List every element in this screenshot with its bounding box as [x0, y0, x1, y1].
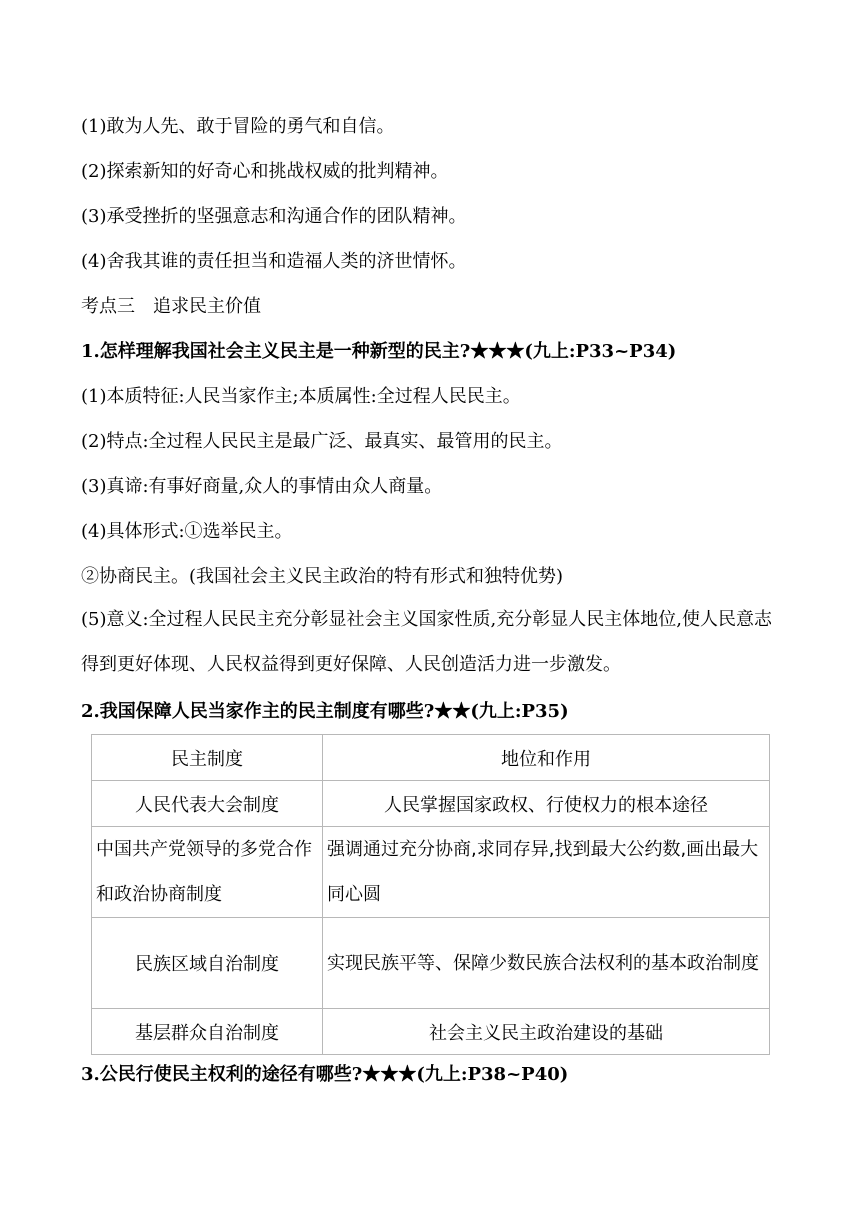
answer-3: (3)真谛:有事好商量,众人的事情由众人商量。 [81, 476, 443, 497]
answer-4: (4)具体形式:①选举民主。 [81, 521, 293, 542]
item-3: (3)承受挫折的坚强意志和沟通合作的团队精神。 [81, 206, 467, 227]
table-cell-system: 人民代表大会制度 [92, 781, 323, 827]
table-row [92, 827, 770, 918]
table-cell-system: 中国共产党领导的多党合作和政治协商制度 [92, 827, 323, 918]
table-row [92, 1009, 770, 1055]
table-row [92, 781, 770, 827]
answer-2: (2)特点:全过程人民民主是最广泛、最真实、最管用的民主。 [81, 431, 563, 452]
table-header-role: 地位和作用 [323, 735, 770, 781]
table-row [92, 918, 770, 1009]
table-cell-system: 基层群众自治制度 [92, 1009, 323, 1055]
item-1: (1)敢为人先、敢于冒险的勇气和自信。 [81, 116, 395, 137]
table-cell-system: 民族区域自治制度 [92, 918, 323, 1009]
democracy-systems-table [91, 734, 770, 1055]
item-4: (4)舍我其谁的责任担当和造福人类的济世情怀。 [81, 251, 467, 272]
table-cell-role: 人民掌握国家政权、行使权力的根本途径 [323, 781, 770, 827]
question-3: 3.公民行使民主权利的途径有哪些?★★★(九上:P38~P40) [81, 1064, 569, 1085]
question-1: 1.怎样理解我国社会主义民主是一种新型的民主?★★★(九上:P33~P34) [81, 341, 677, 362]
answer-4b: ②协商民主。(我国社会主义民主政治的特有形式和独特优势) [81, 566, 564, 587]
table-header-system: 民主制度 [92, 735, 323, 781]
table-cell-role: 强调通过充分协商,求同存异,找到最大公约数,画出最大同心圆 [323, 827, 770, 918]
item-2: (2)探索新知的好奇心和挑战权威的批判精神。 [81, 161, 449, 182]
table-cell-role: 实现民族平等、保障少数民族合法权利的基本政治制度 [323, 918, 770, 1009]
question-2: 2.我国保障人民当家作主的民主制度有哪些?★★(九上:P35) [81, 701, 569, 722]
section-heading: 考点三 追求民主价值 [81, 296, 261, 317]
answer-1: (1)本质特征:人民当家作主;本质属性:全过程人民民主。 [81, 386, 521, 407]
table-header-row [92, 735, 770, 781]
table-cell-role: 社会主义民主政治建设的基础 [323, 1009, 770, 1055]
answer-5: (5)意义:全过程人民民主充分彰显社会主义国家性质,充分彰显人民主体地位,使人民意志得到更好体现、人民权益得到更好保障、人民创造活力进一步激发。 [81, 609, 773, 675]
